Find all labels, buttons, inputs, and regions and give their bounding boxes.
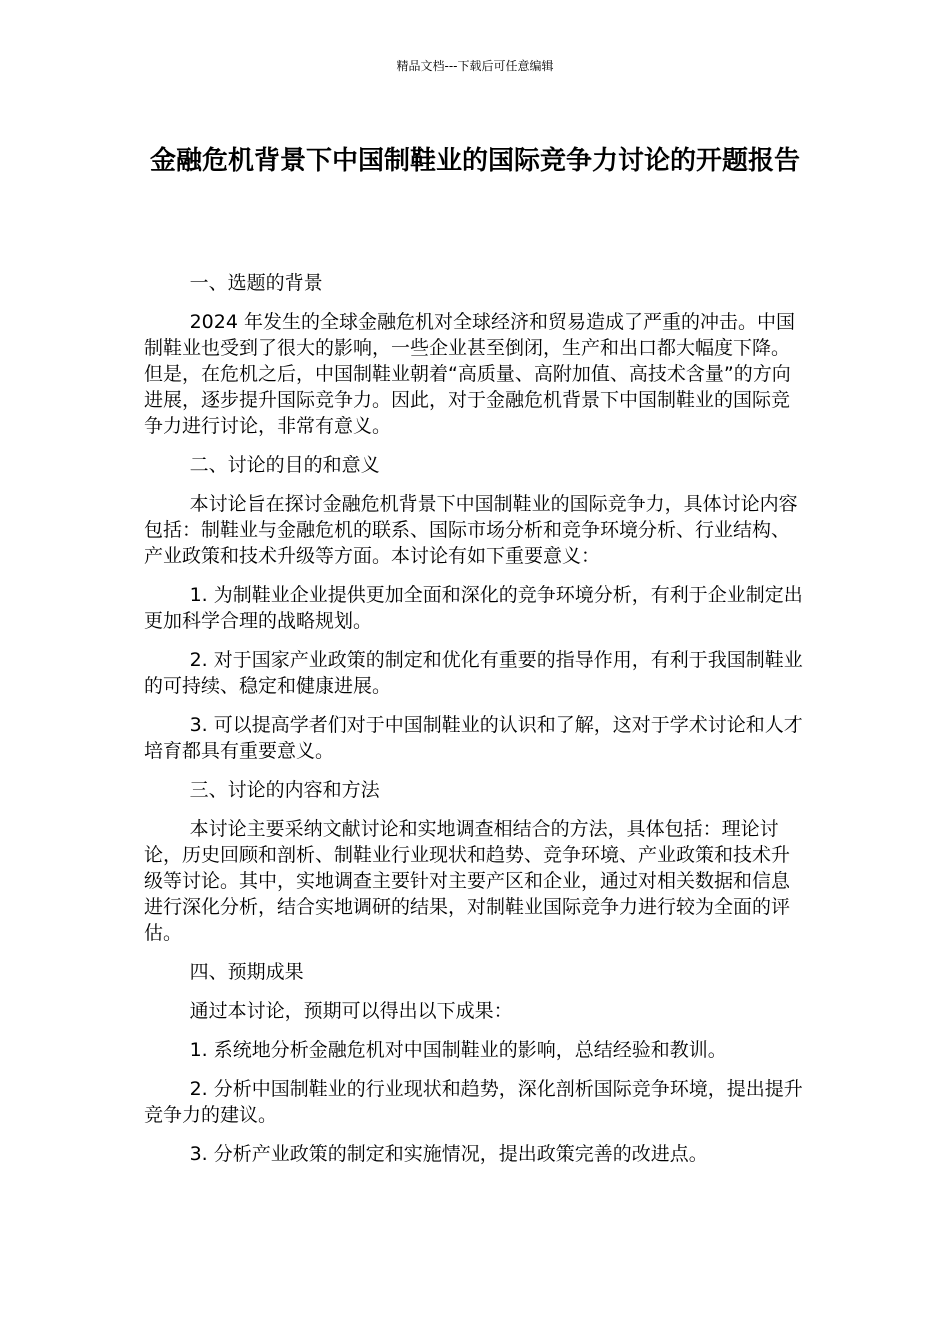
section-heading-purpose: 二、讨论的目的和意义	[189, 454, 380, 476]
list-item-outcome-2: 2. 分析中国制鞋业的行业现状和趋势，深化剖析国际竞争环境，提出提升竞争力的建议。	[144, 1078, 803, 1126]
paragraph-purpose: 本讨论旨在探讨金融危机背景下中国制鞋业的国际竞争力，具体讨论内容包括：制鞋业与金融危机的联系、国际市场分析和竞争环境分析、行业结构、产业政策和技术升级等方面。本讨论有如下重要意义：	[144, 493, 798, 567]
document-title: 金融危机背景下中国制鞋业的国际竞争力讨论的开题报告	[149, 146, 800, 176]
section-heading-methods: 三、讨论的内容和方法	[189, 779, 380, 801]
paragraph-background: 2024 年发生的全球金融危机对全球经济和贸易造成了严重的冲击。中国制鞋业也受到了很大的影响，一些企业甚至倒闭，生产和出口都大幅度下降。但是，在危机之后，中国制鞋业朝着“高质量、高附加值、高技术含量”的方向进展，逐步提升国际竞争力。因此，对于金融危机背景下中国制鞋业的国际竞争力进行讨论，非常有意义。	[144, 311, 795, 437]
paragraph-outcomes: 通过本讨论，预期可以得出以下成果：	[189, 1000, 513, 1022]
section-heading-outcomes: 四、预期成果	[189, 961, 304, 983]
list-item-purpose-1: 1. 为制鞋业企业提供更加全面和深化的竞争环境分析，有利于企业制定出更加科学合理的战略规划。	[144, 584, 803, 632]
header-note: 精品文档---下载后可任意编辑	[396, 59, 554, 73]
paragraph-methods: 本讨论主要采纳文献讨论和实地调查相结合的方法，具体包括：理论讨论，历史回顾和剖析、制鞋业行业现状和趋势、竞争环境、产业政策和技术升级等讨论。其中，实地调查主要针对主要产区和企业，通过对相关数据和信息进行深化分析，结合实地调研的结果，对制鞋业国际竞争力进行较为全面的评估。	[144, 818, 791, 944]
document-body	[144, 270, 804, 1180]
list-item-outcome-3: 3. 分析产业政策的制定和实施情况，提出政策完善的改进点。	[189, 1143, 708, 1165]
list-item-purpose-2: 2. 对于国家产业政策的制定和优化有重要的指导作用，有利于我国制鞋业的可持续、稳定和健康进展。	[144, 649, 803, 697]
list-item-outcome-1: 1. 系统地分析金融危机对中国制鞋业的影响，总结经验和教训。	[189, 1039, 727, 1061]
section-heading-background: 一、选题的背景	[189, 272, 323, 294]
list-item-purpose-3: 3. 可以提高学者们对于中国制鞋业的认识和了解，这对于学术讨论和人才培育都具有重要意义。	[144, 714, 803, 762]
